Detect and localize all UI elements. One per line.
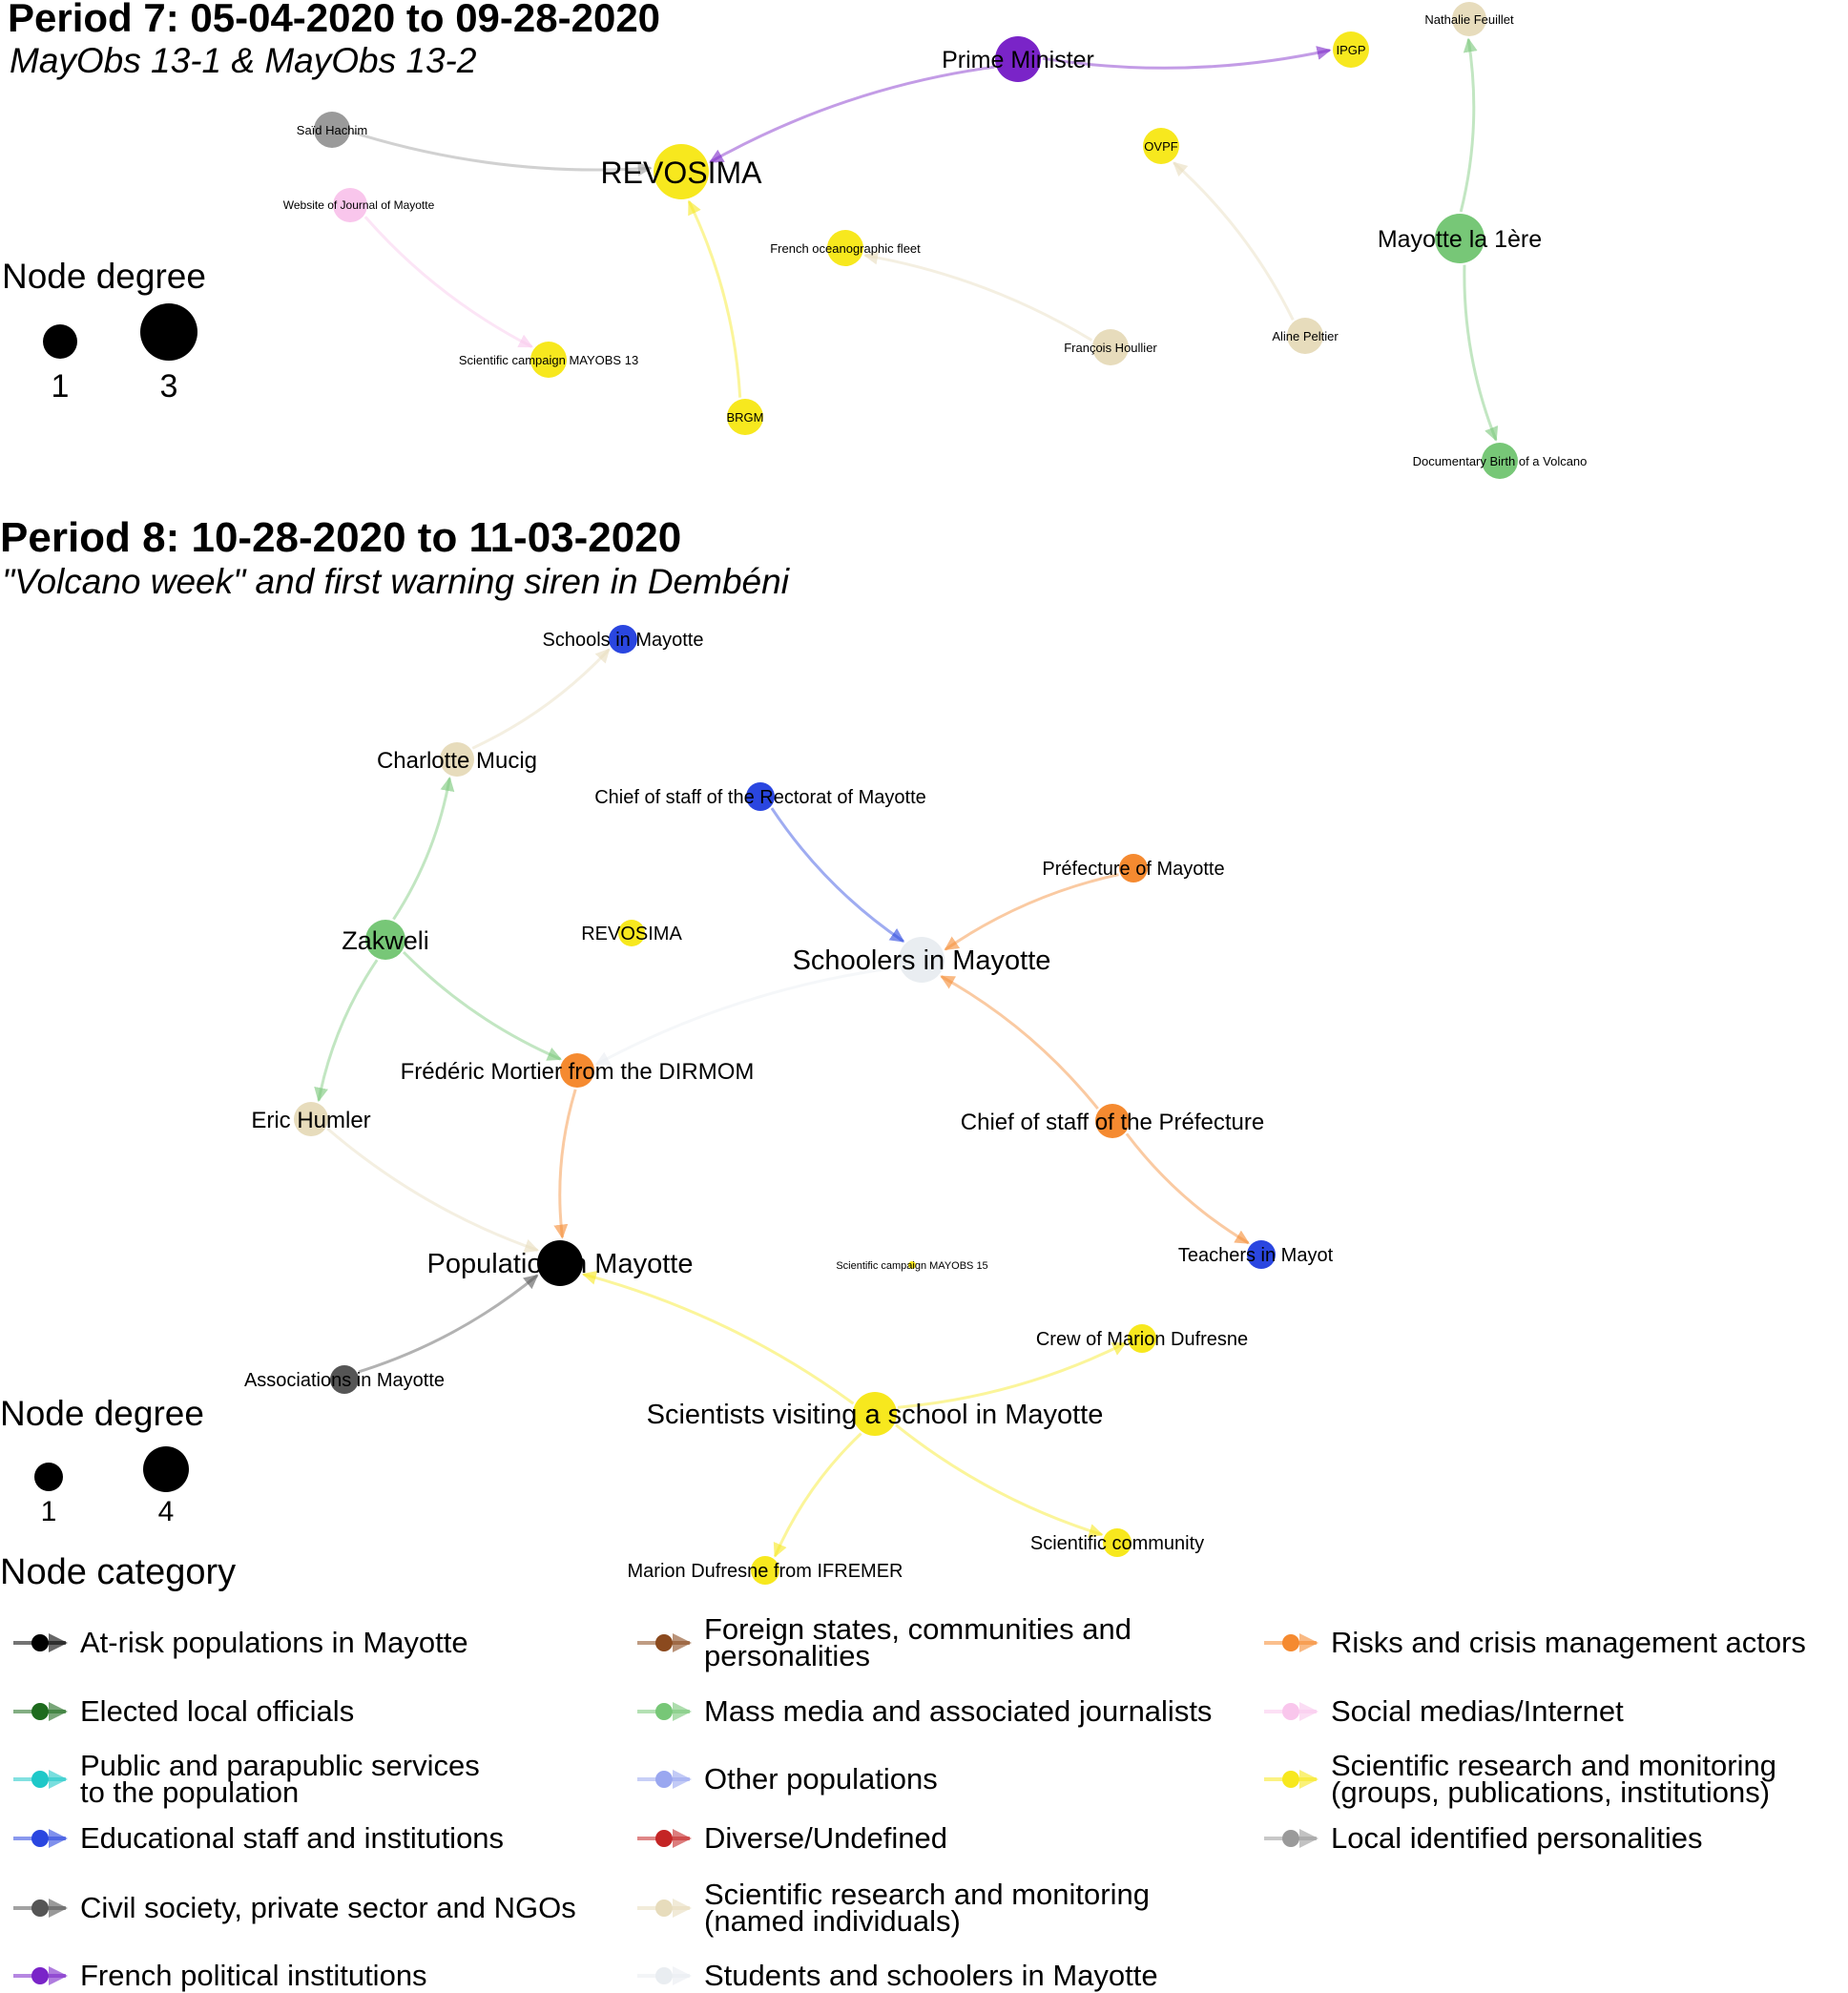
period7-degree-legend-title: Node degree xyxy=(2,257,206,296)
period8-edge-chief-prefecture-to-schoolers xyxy=(942,976,1098,1109)
category-legend-label-risks-line-1: Risks and crisis management actors xyxy=(1331,1626,1806,1659)
category-legend-swatch-dot-local-personalities xyxy=(1282,1830,1299,1847)
category-legend xyxy=(0,1552,1806,1992)
period7-node-label-website-journal: Website of Journal of Mayotte xyxy=(282,198,435,212)
period7-edge-mayotte-1ere-to-nathalie-feuillet xyxy=(1461,39,1474,212)
period7-edges xyxy=(352,39,1496,440)
period8-edge-zakweli-to-humler xyxy=(319,960,377,1100)
period7-node-label-documentary: Documentary Birth of a Volcano xyxy=(1412,454,1588,468)
category-legend-label-foreign-line-1: Foreign states, communities and xyxy=(704,1612,1132,1646)
category-legend-label-sci-individuals-line-1: Scientific research and monitoring xyxy=(704,1878,1150,1911)
period8-edge-zakweli-to-mortier xyxy=(404,952,561,1059)
category-legend-label-social-media-line-1: Social medias/Internet xyxy=(1331,1694,1624,1728)
period8-panel xyxy=(0,514,1334,1585)
category-legend-item-risks xyxy=(1264,1626,1806,1659)
period8-degree-legend-small-dot xyxy=(34,1463,63,1491)
period7-node-label-ovpf: OVPF xyxy=(1144,139,1178,154)
category-legend-item-students xyxy=(637,1959,1158,1992)
category-legend-label-foreign-line-2: personalities xyxy=(704,1639,871,1672)
period7-edge-francois-houllier-to-french-fleet xyxy=(865,256,1092,341)
category-legend-swatch-dot-other-populations xyxy=(655,1771,673,1788)
category-legend-item-social-media xyxy=(1264,1694,1624,1728)
category-legend-item-mass-media xyxy=(637,1694,1212,1728)
period7-node-label-french-fleet: French oceanographic fleet xyxy=(770,241,921,256)
period8-edge-scientists-school-to-crew xyxy=(898,1343,1126,1407)
category-legend-item-sci-groups xyxy=(1264,1749,1776,1809)
category-legend-item-at-risk xyxy=(13,1626,468,1659)
category-legend-item-other-populations xyxy=(637,1762,938,1796)
period8-edge-chief-rectorat-to-schoolers xyxy=(772,808,903,942)
category-legend-label-at-risk-line-1: At-risk populations in Mayotte xyxy=(80,1626,468,1659)
period8-node-label-charlotte: Charlotte Mucig xyxy=(376,748,538,774)
category-legend-title: Node category xyxy=(0,1552,237,1592)
period7-edge-aline-peltier-to-ovpf xyxy=(1173,163,1293,321)
category-legend-swatch-dot-educational xyxy=(31,1830,49,1847)
period7-degree-legend-small-dot xyxy=(43,324,77,359)
period8-edge-scientists-school-to-population xyxy=(583,1275,853,1404)
category-legend-items xyxy=(13,1612,1806,1992)
period7-node-label-aline-peltier: Aline Peltier xyxy=(1272,329,1339,343)
category-legend-item-local-personalities xyxy=(1264,1821,1702,1855)
period8-subtitle: "Volcano week" and first warning siren in Dembéni xyxy=(2,562,789,601)
period8-edge-schoolers-to-mortier xyxy=(596,967,898,1065)
period8-edge-chief-prefecture-to-teachers xyxy=(1127,1133,1249,1243)
period8-nodes xyxy=(244,625,1334,1585)
period8-node-label-teachers: Teachers in Mayot xyxy=(1177,1245,1334,1266)
period8-degree-legend xyxy=(0,1394,204,1527)
period8-node-label-marion-ifremer: Marion Dufresne from IFREMER xyxy=(627,1561,903,1582)
category-legend-swatch-dot-elected xyxy=(31,1703,49,1720)
period7-edge-mayotte-1ere-to-documentary xyxy=(1464,265,1496,441)
period8-node-label-prefecture: Préfecture of Mayotte xyxy=(1042,859,1225,880)
period7-title: Period 7: 05-04-2020 to 09-28-2020 xyxy=(8,0,661,40)
period7-node-label-ipgp: IPGP xyxy=(1336,43,1366,57)
period8-node-label-schools: Schools in Mayotte xyxy=(542,630,704,651)
category-legend-label-sci-groups-line-1: Scientific research and monitoring xyxy=(1331,1749,1776,1782)
period7-node-label-francois-houllier: François Houllier xyxy=(1064,341,1157,355)
period7-node-label-prime-minister: Prime Minister xyxy=(942,47,1094,73)
category-legend-label-elected-line-1: Elected local officials xyxy=(80,1694,355,1728)
period8-node-label-revosima8: REVOSIMA xyxy=(581,924,682,945)
period7-degree-legend-min: 1 xyxy=(51,368,70,405)
period8-degree-legend-title: Node degree xyxy=(0,1394,204,1433)
period8-node-label-scientists-school: Scientists visiting a school in Mayotte xyxy=(646,1400,1104,1430)
category-legend-label-public-services-line-1: Public and parapublic services xyxy=(80,1749,480,1782)
category-legend-item-civil-society xyxy=(13,1891,576,1924)
period8-node-label-chief-prefecture: Chief of staff of the Préfecture xyxy=(960,1110,1265,1135)
category-legend-item-public-services xyxy=(13,1749,480,1809)
category-legend-swatch-dot-diverse xyxy=(655,1830,673,1847)
period8-node-label-associations: Associations in Mayotte xyxy=(243,1370,446,1391)
period7-degree-legend-large-dot xyxy=(140,303,197,361)
period7-edge-prime-minister-to-revosima xyxy=(710,67,994,162)
category-legend-swatch-dot-public-services xyxy=(31,1771,49,1788)
period8-edge-zakweli-to-charlotte xyxy=(394,779,450,920)
category-legend-swatch-dot-sci-groups xyxy=(1282,1771,1299,1788)
period7-edge-brgm-to-revosima xyxy=(689,201,740,398)
category-legend-label-mass-media-line-1: Mass media and associated journalists xyxy=(704,1694,1213,1728)
category-legend-label-students-line-1: Students and schoolers in Mayotte xyxy=(704,1959,1158,1992)
period8-degree-legend-large-dot xyxy=(143,1446,189,1492)
period8-edge-associations-to-population xyxy=(359,1276,537,1372)
period7-nodes xyxy=(283,2,1588,479)
period8-node-label-mortier: Frédéric Mortier from the DIRMOM xyxy=(400,1059,755,1085)
period8-node-label-population: Population in Mayotte xyxy=(426,1249,694,1279)
category-legend-label-local-personalities-line-1: Local identified personalities xyxy=(1331,1821,1703,1855)
period8-title: Period 8: 10-28-2020 to 11-03-2020 xyxy=(0,514,682,561)
period8-degree-legend-max: 4 xyxy=(157,1496,175,1527)
category-legend-swatch-dot-at-risk xyxy=(31,1634,49,1651)
period7-panel xyxy=(2,0,1587,479)
category-legend-label-sci-individuals-line-2: (named individuals) xyxy=(704,1904,961,1938)
period7-subtitle: MayObs 13-1 & MayObs 13-2 xyxy=(10,41,477,80)
category-legend-swatch-dot-sci-individuals xyxy=(655,1900,673,1917)
period8-node-label-chief-rectorat: Chief of staff of the Rectorat of Mayotte xyxy=(594,787,926,808)
category-legend-swatch-dot-foreign xyxy=(655,1634,673,1651)
period8-edge-charlotte-to-schools xyxy=(472,650,609,749)
category-legend-label-other-populations-line-1: Other populations xyxy=(704,1762,938,1796)
category-legend-item-elected xyxy=(13,1694,354,1728)
category-legend-label-public-services-line-2: to the population xyxy=(80,1775,300,1809)
category-legend-swatch-dot-social-media xyxy=(1282,1703,1299,1720)
period8-node-label-schoolers: Schoolers in Mayotte xyxy=(792,945,1051,976)
period8-edge-prefecture-to-schoolers xyxy=(945,875,1119,950)
period8-edge-mortier-to-population xyxy=(560,1090,575,1237)
period8-node-label-zakweli: Zakweli xyxy=(342,926,429,955)
period8-degree-legend-min: 1 xyxy=(40,1496,57,1527)
category-legend-swatch-dot-french-political xyxy=(31,1967,49,1984)
period8-node-label-sci-community: Scientific community xyxy=(1029,1533,1205,1554)
category-legend-swatch-dot-civil-society xyxy=(31,1900,49,1917)
period7-node-label-mayotte-1ere: Mayotte la 1ère xyxy=(1377,226,1543,253)
period7-node-label-said-hachim: Saïd Hachim xyxy=(296,123,368,137)
period7-node-label-mayobs13: Scientific campaign MAYOBS 13 xyxy=(458,353,639,367)
category-legend-item-educational xyxy=(13,1821,504,1855)
category-legend-item-french-political xyxy=(13,1959,427,1992)
period8-node-label-humler: Eric Humler xyxy=(251,1108,371,1133)
period8-edge-scientists-school-to-marion-ifremer xyxy=(775,1434,861,1557)
period7-node-label-revosima: REVOSIMA xyxy=(600,156,762,190)
category-legend-label-french-political-line-1: French political institutions xyxy=(80,1959,427,1992)
period7-degree-legend-max: 3 xyxy=(159,368,178,405)
category-legend-label-educational-line-1: Educational staff and institutions xyxy=(80,1821,505,1855)
period8-edge-humler-to-population xyxy=(327,1129,537,1251)
category-legend-swatch-dot-risks xyxy=(1282,1634,1299,1651)
category-legend-label-civil-society-line-1: Civil society, private sector and NGOs xyxy=(80,1891,576,1924)
period8-edge-scientists-school-to-sci-community xyxy=(896,1425,1102,1535)
category-legend-label-diverse-line-1: Diverse/Undefined xyxy=(704,1821,948,1855)
category-legend-item-foreign xyxy=(637,1612,1132,1672)
period8-node-label-crew: Crew of Marion Dufresne xyxy=(1035,1329,1249,1350)
period7-node-label-nathalie-feuillet: Nathalie Feuillet xyxy=(1424,12,1514,27)
category-legend-item-diverse xyxy=(637,1821,947,1855)
category-legend-label-sci-groups-line-2: (groups, publications, institutions) xyxy=(1331,1775,1771,1809)
category-legend-item-sci-individuals xyxy=(637,1878,1150,1938)
period7-edge-website-journal-to-mayobs13 xyxy=(365,217,532,346)
period8-node-label-mayobs15: Scientific campaign MAYOBS 15 xyxy=(836,1260,988,1272)
category-legend-swatch-dot-students xyxy=(655,1967,673,1984)
period7-node-label-brgm: BRGM xyxy=(726,410,764,425)
category-legend-swatch-dot-mass-media xyxy=(655,1703,673,1720)
period7-degree-legend xyxy=(2,257,206,405)
